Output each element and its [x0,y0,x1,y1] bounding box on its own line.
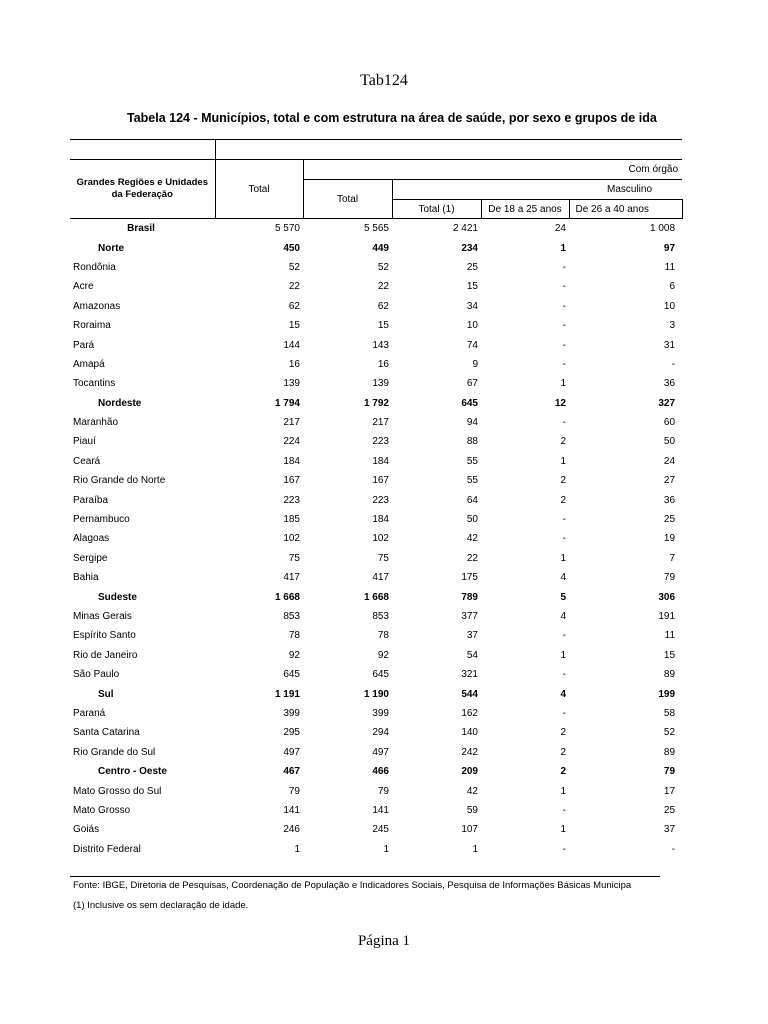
table-row [70,219,682,239]
row-label: Acre [73,281,94,293]
header-age-26-40: De 26 a 40 anos [569,200,682,219]
cell-com-total: 417 [372,572,389,584]
cell-total: 185 [283,514,300,526]
cell-a18: - [562,261,566,273]
cell-total: 16 [288,358,300,370]
cell-masc-total: 37 [466,630,478,642]
cell-a26: 199 [658,688,676,700]
row-label: Espírito Santo [73,630,136,642]
cell-com-total: 1 190 [363,688,389,700]
table-row [70,471,682,490]
row-label: Paraíba [73,494,109,506]
cell-com-total: 223 [372,436,389,448]
header-span-cell [215,140,682,160]
cell-a18: 24 [554,223,566,235]
cell-a18: 4 [560,572,566,584]
table-row [70,394,682,413]
cell-masc-total: 107 [461,824,478,836]
row-label: Roraima [73,320,111,332]
cell-masc-total: 789 [461,591,478,603]
table-row [70,684,682,703]
header-com-orgao: Com órgão [303,160,682,180]
table-row [70,258,682,277]
row-label: Piauí [73,436,96,448]
cell-a26: 10 [663,300,676,312]
cell-total: 223 [283,494,300,506]
cell-masc-total: 34 [466,300,478,312]
cell-total: 102 [283,533,300,545]
cell-total: 144 [283,339,300,351]
table-row [70,704,682,723]
row-label: Sul [98,688,114,700]
row-label: Amazonas [73,300,121,312]
table-row [70,335,682,354]
cell-total: 217 [283,417,300,429]
table-row [70,568,682,587]
row-label: Pernambuco [73,514,130,526]
cell-a18: 1 [560,552,566,564]
cell-a26: 17 [663,785,676,797]
cell-com-total: 141 [372,804,389,816]
cell-masc-total: 54 [466,649,478,661]
row-label: Santa Catarina [73,727,140,739]
cell-total: 417 [283,572,300,584]
cell-a26: 89 [663,746,676,758]
table-row [70,549,682,568]
cell-a18: - [562,669,566,681]
header-age-18-25: De 18 a 25 anos [481,200,569,219]
cell-a26: 31 [663,339,676,351]
cell-a26: - [671,358,676,370]
table-row [70,452,682,471]
cell-com-total: 139 [372,378,389,390]
cell-a18: 1 [560,649,566,661]
cell-total: 467 [283,766,300,778]
row-label: Minas Gerais [73,611,132,622]
table-row [70,607,682,626]
row-label: Maranhão [73,417,119,429]
cell-a26: 19 [663,533,676,545]
cell-masc-total: 321 [461,669,478,681]
cell-masc-total: 15 [466,281,478,293]
cell-total: 5 570 [274,223,300,235]
cell-masc-total: 645 [461,397,478,409]
cell-a18: - [562,514,566,526]
cell-a26: 97 [663,242,676,254]
cell-masc-total: 2 421 [452,223,478,235]
row-label: Pará [73,339,95,351]
table-row [70,316,682,335]
cell-total: 75 [288,552,300,564]
footnote: (1) Inclusive os sem declaração de idade. [73,900,249,911]
cell-com-total: 223 [372,494,389,506]
cell-com-total: 217 [372,417,389,429]
cell-com-total: 143 [372,339,389,351]
cell-masc-total: 64 [466,494,478,506]
row-label: Mato Grosso [73,804,131,816]
cell-com-total: 22 [377,281,389,293]
sheet-title: Tab124 [360,72,408,89]
cell-total: 853 [283,611,300,622]
cell-com-total: 16 [377,358,389,370]
cell-com-total: 52 [377,261,389,273]
cell-masc-total: 209 [461,766,478,778]
cell-a18: 4 [560,611,566,622]
header-region: Grandes Regiões e Unidades da Federação [70,160,215,219]
cell-masc-total: 242 [461,746,478,758]
table-row [70,646,682,665]
cell-com-total: 167 [372,475,389,487]
table-row [70,781,682,800]
cell-a18: 2 [560,436,566,448]
cell-total: 62 [288,300,300,312]
cell-masc-total: 140 [461,727,478,739]
row-label: Rondônia [73,261,116,273]
cell-com-total: 1 792 [363,397,389,409]
cell-total: 497 [283,746,300,758]
table-row [70,587,682,606]
cell-com-total: 102 [372,533,389,545]
table-row [70,277,682,296]
cell-masc-total: 42 [466,533,478,545]
cell-a18: - [562,630,566,642]
cell-masc-total: 94 [466,417,478,429]
table-row [70,432,682,451]
cell-masc-total: 42 [466,785,478,797]
cell-a18: 2 [560,494,566,506]
cell-com-total: 15 [377,320,389,332]
row-label: Norte [98,242,125,254]
cell-com-total: 466 [372,766,389,778]
cell-a26: 11 [664,630,676,642]
table-row [70,743,682,762]
cell-total: 224 [283,436,300,448]
cell-a26: 25 [663,514,676,526]
cell-total: 141 [283,804,300,816]
cell-com-total: 78 [377,630,389,642]
cell-total: 79 [288,785,300,797]
header-total: Total [215,160,303,219]
cell-a26: 58 [663,707,676,719]
cell-masc-total: 377 [461,611,478,622]
cell-masc-total: 55 [466,475,478,487]
cell-total: 246 [283,824,300,836]
row-label: Sergipe [73,552,108,564]
cell-masc-total: 9 [472,358,478,370]
table-row [70,840,682,859]
table-row [70,297,682,316]
cell-a26: 15 [663,649,676,661]
header-com-total: Total [303,180,392,219]
cell-masc-total: 234 [461,242,478,254]
row-label: Sudeste [98,591,137,603]
cell-a18: - [562,843,566,855]
row-label: Mato Grosso do Sul [73,785,162,797]
cell-com-total: 62 [377,300,389,312]
row-label: Distrito Federal [73,843,141,855]
cell-masc-total: 162 [461,707,478,719]
cell-a26: 11 [664,261,676,273]
row-label: Bahia [73,572,99,584]
row-label: Goiás [73,824,100,836]
cell-total: 15 [288,320,300,332]
cell-total: 78 [288,630,300,642]
cell-a18: 1 [560,455,566,467]
cell-masc-total: 25 [466,261,478,273]
cell-masc-total: 55 [466,455,478,467]
row-label: Tocantins [73,378,116,390]
cell-a18: 2 [560,475,566,487]
table-row [70,374,682,393]
cell-masc-total: 1 [472,843,478,855]
cell-a26: 191 [658,611,676,622]
cell-total: 295 [283,727,300,739]
cell-a26: 36 [663,494,676,506]
table-row [70,490,682,509]
cell-a26: 36 [663,378,676,390]
cell-a26: 52 [663,727,676,739]
cell-com-total: 184 [372,455,389,467]
cell-a26: 1 008 [649,223,676,235]
cell-total: 1 191 [274,688,300,700]
cell-a18: - [562,358,566,370]
cell-total: 52 [288,261,300,273]
cell-a18: 1 [560,785,566,797]
cell-masc-total: 10 [466,320,478,332]
cell-total: 399 [283,707,300,719]
cell-masc-total: 544 [461,688,478,700]
cell-com-total: 245 [372,824,389,836]
table-row [70,665,682,684]
cell-a26: 37 [663,824,676,836]
header-masculino: Masculino [392,180,682,200]
cell-a26: 24 [663,455,676,467]
cell-com-total: 1 668 [363,591,389,603]
cell-a26: 89 [663,669,676,681]
cell-a26: 50 [663,436,676,448]
cell-a18: - [562,300,566,312]
cell-total: 184 [283,455,300,467]
row-label: Brasil [127,223,155,235]
cell-a18: 1 [560,378,566,390]
cell-total: 645 [283,669,300,681]
cell-a26: 79 [663,572,676,584]
table-row [70,820,682,839]
cell-masc-total: 22 [466,552,478,564]
cell-com-total: 449 [372,242,389,254]
table-row [70,762,682,781]
cell-com-total: 294 [372,727,389,739]
cell-com-total: 75 [377,552,389,564]
row-label: São Paulo [73,669,120,681]
table-row [70,801,682,820]
cell-a18: - [562,417,566,429]
cell-com-total: 497 [372,746,389,758]
cell-a18: 12 [554,397,566,409]
cell-com-total: 399 [372,707,389,719]
cell-a26: 25 [663,804,676,816]
cell-a26: 60 [663,417,676,429]
cell-com-total: 1 [383,843,389,855]
cell-masc-total: 88 [466,436,478,448]
table-row [70,413,682,432]
cell-a26: 6 [669,281,676,293]
cell-a18: - [562,320,566,332]
row-label: Alagoas [73,533,110,545]
cell-masc-total: 59 [466,804,478,816]
cell-total: 167 [283,475,300,487]
table-row [70,626,682,645]
cell-a18: - [562,804,566,816]
cell-total: 450 [283,242,300,254]
table-row [70,529,682,548]
cell-masc-total: 67 [466,378,478,390]
cell-a18: - [562,339,566,351]
cell-a18: 1 [560,242,566,254]
row-label: Nordeste [98,397,142,409]
row-label: Ceará [73,455,101,467]
cell-com-total: 853 [372,611,389,622]
row-label: Rio Grande do Sul [73,746,156,758]
cell-com-total: 5 565 [363,223,389,235]
table-row [70,723,682,742]
header-masc-total: Total (1) [392,200,481,219]
table-row [70,355,682,374]
cell-a18: - [562,533,566,545]
header-blank-cell [70,140,215,160]
cell-masc-total: 175 [461,572,478,584]
data-table-container [70,139,679,859]
cell-a18: 1 [560,824,566,836]
data-table [70,139,683,859]
row-label: Rio de Janeiro [73,649,138,661]
cell-com-total: 645 [372,669,389,681]
footer-divider [70,876,660,877]
cell-a26: - [671,843,676,855]
cell-a18: 2 [560,727,566,739]
row-label: Centro - Oeste [98,766,167,778]
cell-total: 1 [294,843,300,855]
table-title: Tabela 124 - Municípios, total e com estrutura na área de saúde, por sexo e grupos de ida [127,111,657,125]
cell-a18: - [562,281,566,293]
cell-masc-total: 74 [466,339,478,351]
cell-com-total: 184 [372,514,389,526]
cell-a26: 7 [669,552,676,564]
table-row [70,510,682,529]
cell-total: 92 [288,649,300,661]
cell-a26: 79 [663,766,676,778]
cell-com-total: 92 [377,649,389,661]
cell-a18: 4 [560,688,566,700]
source-note: Fonte: IBGE, Diretoria de Pesquisas, Coordenação de População e Indicadores Sociais, Pesquisa de Informações Básicas Municipa [73,880,632,891]
page-number: Página 1 [357,933,411,949]
cell-a18: 5 [560,591,566,603]
cell-a26: 3 [669,320,676,332]
cell-total: 22 [288,281,300,293]
cell-total: 1 794 [274,397,300,409]
cell-a26: 327 [658,397,676,409]
cell-com-total: 79 [377,785,389,797]
cell-a18: 2 [560,766,566,778]
row-label: Amapá [73,358,105,370]
cell-masc-total: 50 [466,514,478,526]
table-body [70,219,682,859]
cell-total: 139 [283,378,300,390]
table-row [70,238,682,257]
cell-a18: - [562,707,566,719]
cell-a26: 27 [663,475,676,487]
cell-a18: 2 [560,746,566,758]
row-label: Paraná [73,707,106,719]
row-label: Rio Grande do Norte [73,475,166,487]
cell-a26: 306 [658,591,676,603]
cell-total: 1 668 [274,591,300,603]
